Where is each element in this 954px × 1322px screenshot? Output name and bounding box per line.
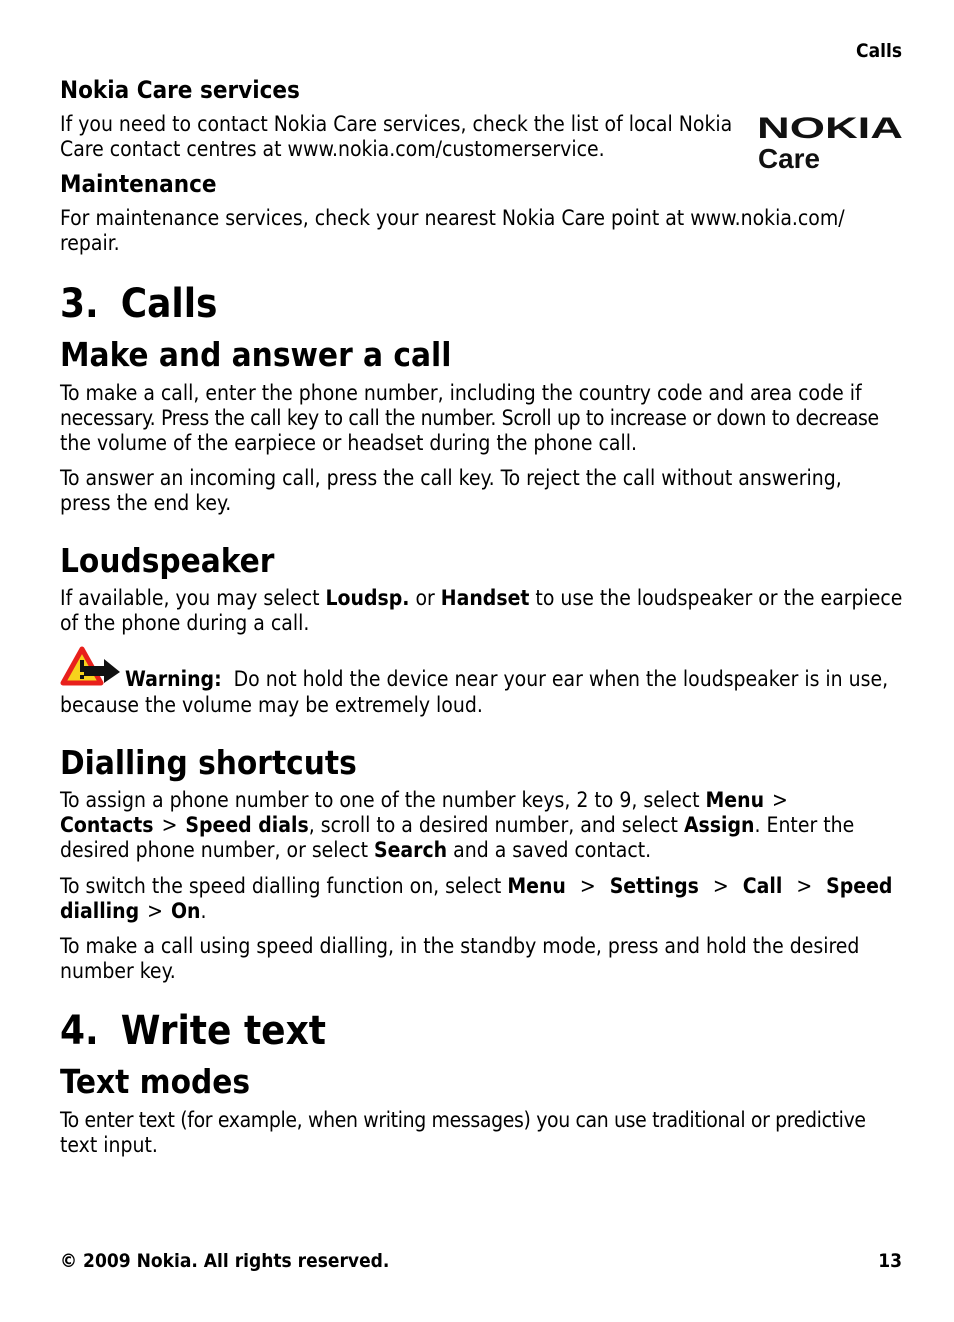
menu-path-speed: Speed	[826, 874, 893, 898]
dialling-p1-line-3	[60, 838, 854, 863]
text-modes-heading: Text modes	[60, 1062, 251, 1101]
chapter-3-name: Calls	[120, 281, 218, 327]
loudspeaker-text-a: If available, you may select	[60, 586, 326, 610]
dialling-p3-line-2: number key.	[60, 959, 176, 983]
make-call-paragraph-2	[60, 466, 842, 516]
path-separator: >	[796, 874, 813, 898]
loudspeaker-heading: Loudspeaker	[60, 541, 275, 580]
warning-label: Warning:	[125, 667, 222, 691]
dialling-text: , scroll to a desired number, and select	[308, 813, 684, 837]
footer-copyright: © 2009 Nokia. All rights reserved.	[60, 1250, 390, 1272]
dialling-text: and a saved contact.	[447, 838, 652, 862]
loudsp-option: Loudsp.	[325, 586, 410, 610]
dialling-text: desired phone number, or select	[60, 838, 374, 862]
loudspeaker-text-e: to use the loudspeaker or the earpiece	[529, 586, 903, 610]
chapter-3-title	[60, 281, 217, 327]
dialling-text: . Enter the	[754, 813, 855, 837]
warning-text-1: Do not hold the device near your ear when the loudspeaker is in use,	[233, 667, 889, 691]
dialling-paragraph-1	[60, 788, 854, 863]
nokia-care-logo	[755, 112, 905, 174]
dialling-text: .	[200, 899, 207, 923]
dialling-paragraph-3	[60, 934, 859, 984]
make-call-p2-line-2: press the end key.	[60, 491, 232, 515]
chapter-3-number: 3.	[60, 281, 99, 327]
maintenance-paragraph	[60, 206, 845, 256]
search-option: Search	[373, 838, 448, 862]
menu-path-call: Call	[742, 874, 783, 898]
warning-line-2: because the volume may be extremely loud.	[60, 693, 483, 717]
loudspeaker-line-2: of the phone during a call.	[60, 611, 310, 635]
maintenance-line-1: For maintenance services, check your nearest Nokia Care point at www.nokia.com/	[60, 206, 845, 230]
maintenance-line-2: repair.	[60, 231, 120, 255]
text-modes-paragraph	[60, 1108, 866, 1158]
loudspeaker-paragraph	[60, 586, 902, 636]
path-separator: >	[147, 899, 163, 923]
path-separator: >	[712, 874, 729, 898]
menu-path-on: On	[170, 899, 201, 923]
handset-option: Handset	[440, 586, 530, 610]
menu-path-menu: Menu	[705, 788, 765, 812]
make-call-paragraph-1	[60, 381, 879, 456]
maintenance-heading: Maintenance	[60, 170, 217, 198]
chapter-4-number: 4.	[60, 1008, 99, 1054]
menu-path-settings: Settings	[609, 874, 699, 898]
dialling-p3-line-1: To make a call using speed dialling, in the standby mode, press and hold the desired	[60, 934, 860, 958]
page-number: 13	[878, 1250, 902, 1272]
dialling-p2-line-2	[60, 899, 903, 924]
dialling-text: To switch the speed dialling function on, select	[60, 874, 508, 898]
make-call-p1-line-3: the volume of the earpiece or headset during the phone call.	[60, 431, 637, 455]
text-modes-line-2: text input.	[60, 1133, 158, 1157]
assign-option: Assign	[683, 813, 755, 837]
dialling-p2-line-1	[60, 874, 903, 899]
menu-path-speed-dials: Speed dials	[185, 813, 309, 837]
care-line-1: If you need to contact Nokia Care services, check the list of local Nokia	[60, 112, 733, 136]
loudspeaker-text-c: or	[409, 586, 441, 610]
loudspeaker-line-1	[60, 586, 902, 611]
dialling-text: To assign a phone number to one of the number keys, 2 to 9, select	[60, 788, 706, 812]
menu-path-contacts: Contacts	[60, 813, 154, 837]
dialling-heading: Dialling shortcuts	[60, 743, 357, 782]
logo-word-nokia: NOKIA	[757, 112, 903, 145]
dialling-p1-line-2	[60, 813, 854, 838]
dialling-paragraph-2	[60, 874, 903, 924]
path-separator: >	[772, 788, 788, 812]
logo-word-care: Care	[758, 143, 820, 174]
menu-path-dialling: dialling	[60, 899, 140, 923]
path-separator: >	[579, 874, 596, 898]
make-call-p2-line-1: To answer an incoming call, press the call key. To reject the call without answering,	[60, 466, 842, 490]
care-paragraph	[60, 112, 732, 162]
warning-line-1	[60, 667, 888, 692]
menu-path-menu: Menu	[507, 874, 566, 898]
chapter-4-title	[60, 1008, 326, 1054]
text-modes-line-1: To enter text (for example, when writing messages) you can use traditional or predictive	[60, 1108, 866, 1132]
dialling-p1-line-1	[60, 788, 854, 813]
path-separator: >	[161, 813, 178, 837]
chapter-4-name: Write text	[120, 1008, 326, 1054]
running-header: Calls	[856, 40, 902, 62]
make-call-p1-line-2: necessary. Press the call key to call the number. Scroll up to increase or down to decrease	[60, 406, 879, 430]
make-call-p1-line-1: To make a call, enter the phone number, including the country code and area code if	[60, 381, 862, 405]
care-line-2: Care contact centres at www.nokia.com/customerservice.	[60, 137, 605, 161]
warning-paragraph	[60, 667, 888, 718]
care-heading: Nokia Care services	[60, 76, 300, 104]
make-call-heading: Make and answer a call	[60, 335, 452, 374]
